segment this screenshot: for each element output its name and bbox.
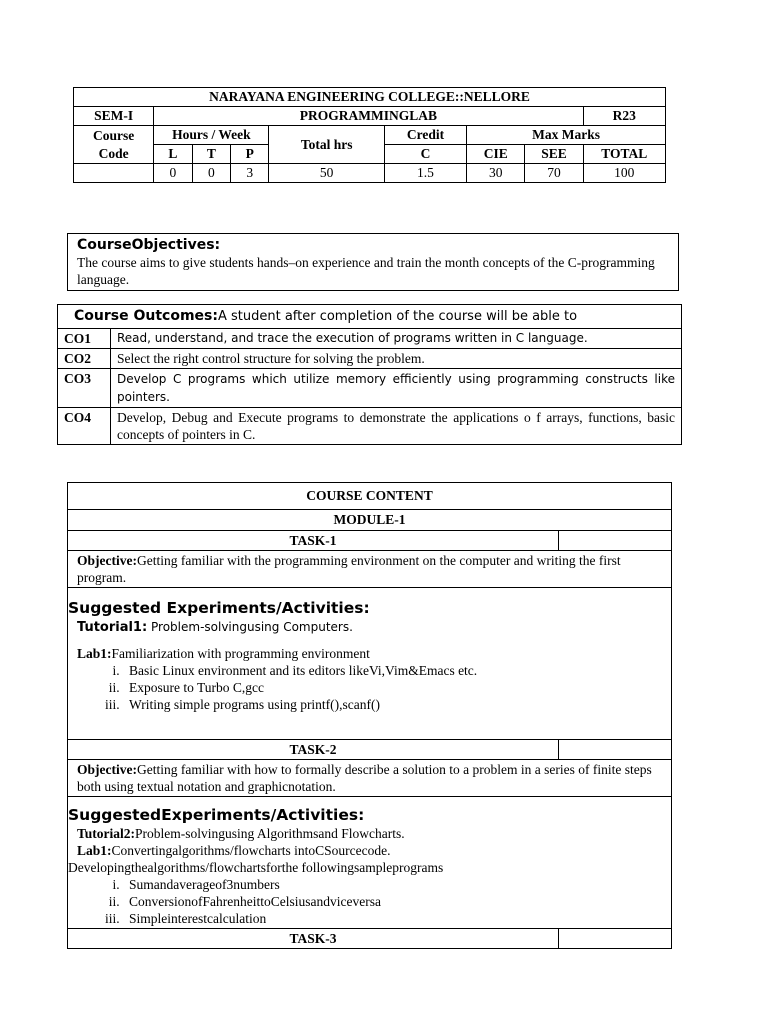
p-value: 3: [231, 164, 269, 183]
task-1-lab-list: [77, 662, 662, 713]
course-name: PROGRAMMINGLAB: [154, 107, 583, 126]
t-label: T: [192, 145, 230, 164]
cie-label: CIE: [467, 145, 525, 164]
task-3-title: TASK-3: [68, 929, 559, 949]
task-1-tutorial: Tutorial1: Problem-solvingusing Computers.: [77, 620, 353, 635]
course-outcomes-table: [57, 304, 682, 445]
task-1-lab: Lab1:Familiarization with programming environment: [77, 646, 370, 661]
outcome-code: CO2: [58, 349, 111, 369]
course-code-label: Course Code: [74, 126, 154, 164]
list-item: iii. Writing simple programs using printf(),scanf(): [123, 696, 662, 713]
task-2-title: TASK-2: [68, 740, 559, 760]
t-value: 0: [192, 164, 230, 183]
course-content-table: [67, 482, 672, 949]
max-marks-label: Max Marks: [467, 126, 666, 145]
cie-value: 30: [467, 164, 525, 183]
outcome-row: [58, 349, 682, 369]
task-2-tutorial: Tutorial2:Problem-solvingusing Algorithmsand Flowcharts.: [77, 826, 405, 841]
task-2-activities: [68, 797, 672, 929]
course-header-table: [73, 87, 666, 183]
regulation: R23: [583, 107, 665, 126]
list-item: i. Basic Linux environment and its editors likeVi,Vim&Emacs etc.: [123, 662, 662, 679]
outcomes-subtitle: A student after completion of the course will be able to: [217, 309, 578, 324]
task-1-suggested-title: Suggested Experiments/Activities:: [68, 599, 370, 617]
list-item: i. Sumandaverageof3numbers: [123, 876, 662, 893]
l-value: 0: [154, 164, 192, 183]
outcome-text: Read, understand, and trace the execution of programs written in C language.: [111, 329, 682, 349]
college-name: NARAYANA ENGINEERING COLLEGE::NELLORE: [74, 88, 666, 107]
outcome-text: Develop C programs which utilize memory efficiently using programming constructs like pointers.: [111, 369, 682, 408]
course-objectives-box: [67, 233, 679, 291]
task-2-lab-list: [77, 876, 662, 927]
task-1-objective: Objective:Getting familiar with the programming environment on the computer and writing the first program.: [68, 551, 672, 588]
outcome-code: CO1: [58, 329, 111, 349]
total-hrs-value: 50: [269, 164, 384, 183]
task-2-objective: Objective:Getting familiar with how to formally describe a solution to a problem in a series of finite steps both using textual notation and graphicnotation.: [68, 760, 672, 797]
outcomes-header: [58, 305, 682, 329]
credit-label: Credit: [384, 126, 466, 145]
task-2-blank: [559, 740, 672, 760]
module-title: MODULE-1: [68, 510, 672, 531]
see-value: 70: [525, 164, 583, 183]
list-item: iii. Simpleinterestcalculation: [123, 910, 662, 927]
total-value: 100: [583, 164, 665, 183]
outcome-row: [58, 369, 682, 408]
outcome-row: [58, 329, 682, 349]
objectives-title: CourseObjectives:: [77, 237, 221, 253]
list-item: ii. ConversionofFahrenheittoCelsiusandviceversa: [123, 893, 662, 910]
outcome-text: Select the right control structure for solving the problem.: [111, 349, 682, 369]
task-2-suggested-title: SuggestedExperiments/Activities:: [68, 806, 365, 824]
list-item: ii. Exposure to Turbo C,gcc: [123, 679, 662, 696]
outcome-code: CO4: [58, 408, 111, 445]
task-2-developing: Developingthealgorithms/flowchartsforthe followingsampleprograms: [68, 860, 444, 875]
task-2-lab: Lab1:Convertingalgorithms/flowcharts intoCSourcecode.: [77, 843, 391, 858]
l-label: L: [154, 145, 192, 164]
c-label: C: [384, 145, 466, 164]
task-1-activities: [68, 588, 672, 740]
course-code-value: [74, 164, 154, 183]
hours-week-label: Hours / Week: [154, 126, 269, 145]
outcomes-title: Course Outcomes:: [74, 308, 218, 324]
total-label: TOTAL: [583, 145, 665, 164]
course-content-title: COURSE CONTENT: [68, 483, 672, 510]
see-label: SEE: [525, 145, 583, 164]
total-hrs-label: Total hrs: [269, 126, 384, 164]
p-label: P: [231, 145, 269, 164]
semester: SEM-I: [74, 107, 154, 126]
objectives-text: The course aims to give students hands–on experience and train the month concepts of the C-programming language.: [77, 255, 655, 287]
credit-value: 1.5: [384, 164, 466, 183]
task-1-blank: [559, 531, 672, 551]
outcome-row: [58, 408, 682, 445]
outcome-code: CO3: [58, 369, 111, 408]
task-3-blank: [559, 929, 672, 949]
outcome-text: Develop, Debug and Execute programs to demonstrate the applications o f arrays, functions, basic concepts of pointers in C.: [111, 408, 682, 445]
task-1-title: TASK-1: [68, 531, 559, 551]
